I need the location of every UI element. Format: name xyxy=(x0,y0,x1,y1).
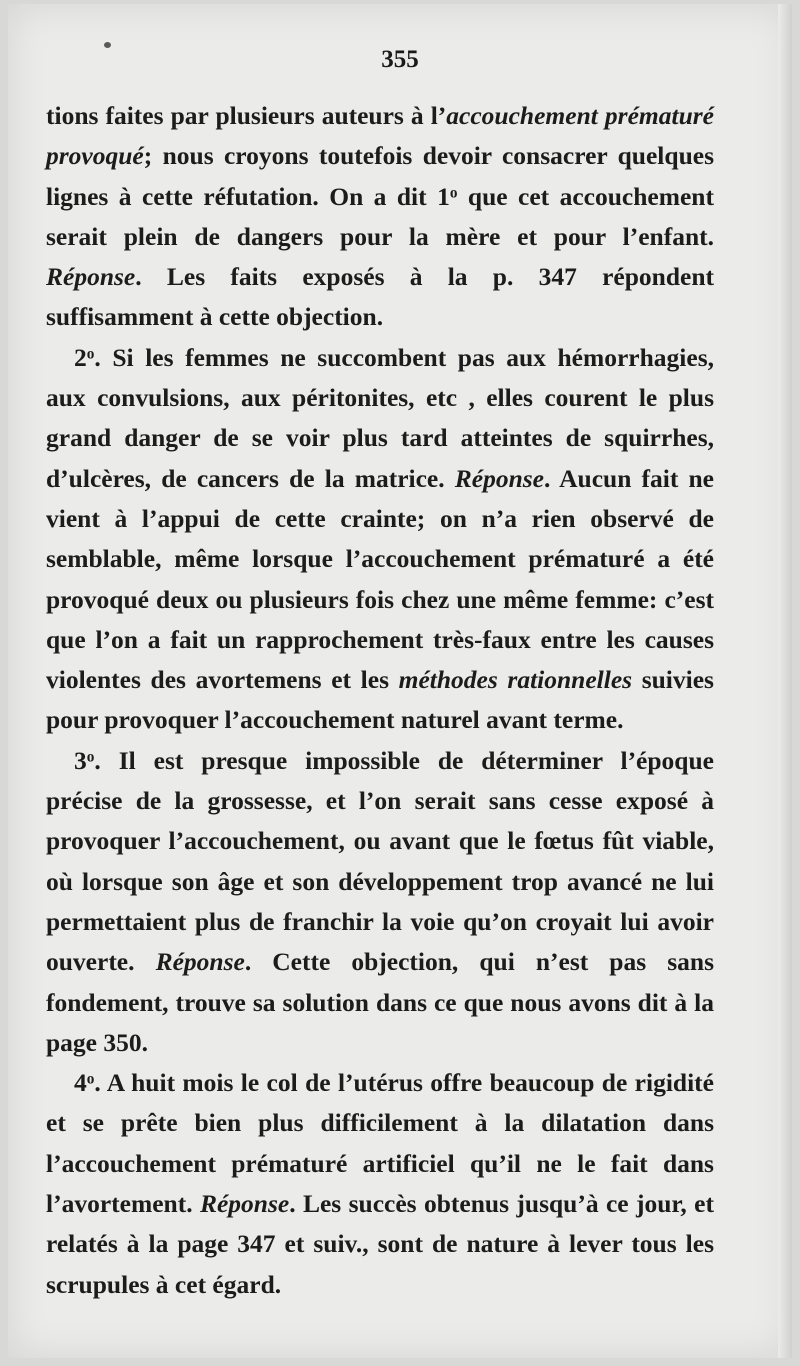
text-run: . A huit mois le col de l’utérus offre beaucoup de rigidité et se prête bien plus difficilement à la dilatation dans l’accouchement prématuré artificiel qu’il ne le fait dans l’avortement. xyxy=(46,1068,714,1219)
text-run: que cet accouchement serait plein de dangers pour la mère et pour l’enfant. xyxy=(46,181,714,251)
text-run: . Cette objection, qui n’est pas sans fondement, trouve sa solution dans ce que nous avons dit à la page 350. xyxy=(46,947,714,1057)
page-gutter-shadow xyxy=(778,4,792,1358)
text-run: suivies pour provoquer l’accouchement naturel avant terme. xyxy=(46,665,714,735)
paragraph-4 xyxy=(46,1063,714,1305)
italic-run: accouchement prématuré provoqué xyxy=(46,101,714,171)
italic-run: Réponse xyxy=(46,262,136,292)
italic-run: Réponse xyxy=(199,1189,290,1219)
ordinal-superscript: o xyxy=(86,1070,95,1088)
italic-run: Réponse xyxy=(155,947,245,977)
ordinal-superscript: o xyxy=(86,345,95,363)
text-run: tions faites par plusieurs auteurs à l’ xyxy=(46,101,447,130)
italic-run: méthodes rationnelles xyxy=(398,665,633,695)
page-body xyxy=(46,96,714,1305)
text-run: 2 xyxy=(74,342,87,372)
book-page xyxy=(8,4,792,1358)
text-run: . Les faits exposés à la p. 347 répondent suffisamment à cette objection. xyxy=(46,262,714,332)
text-run: ; nous croyons toutefois devoir consacrer quelques lignes à cette réfutation. On a dit 1 xyxy=(46,141,714,211)
text-run: 4 xyxy=(74,1068,87,1098)
ordinal-superscript: o xyxy=(449,183,458,201)
italic-run: Réponse xyxy=(454,463,544,493)
text-run: . Les succès obtenus jusqu’à ce jour, et relatés à la page 347 et suiv., sont de nature à lever tous les scrupules à cet égard. xyxy=(46,1189,714,1299)
text-run: . Si les femmes ne succombent pas aux hémorrhagies, aux convulsions, aux péritonites, etc , elles courent le plus grand danger de se voir plus tard atteintes de squirrhes, d’ulcères, de cancers de la matrice. xyxy=(46,342,714,493)
paragraph-3 xyxy=(46,741,714,1063)
text-run: 3 xyxy=(74,745,87,775)
ordinal-superscript: o xyxy=(86,748,95,766)
text-run: . Il est presque impossible de déterminer l’époque précise de la grossesse, et l’on serait sans cesse exposé à provoquer l’accouchement, ou avant que le fœtus fût viable, où lorsque son âge et son développement trop avancé ne lui permettaient plus de franchir la voie qu’on croyait lui avoir ouverte. xyxy=(46,745,714,977)
paragraph-2 xyxy=(46,338,714,741)
text-run: . Aucun fait ne vient à l’appui de cette crainte; on n’a rien observé de semblable, même lorsque l’accouchement prématuré a été provoqué deux ou plusieurs fois chez une même femme: c’est que l’on a fait un rapprochement très-faux entre les causes violentes des avortemens et les xyxy=(46,463,714,695)
paragraph-1 xyxy=(46,96,714,338)
page-number: 355 xyxy=(381,46,419,73)
